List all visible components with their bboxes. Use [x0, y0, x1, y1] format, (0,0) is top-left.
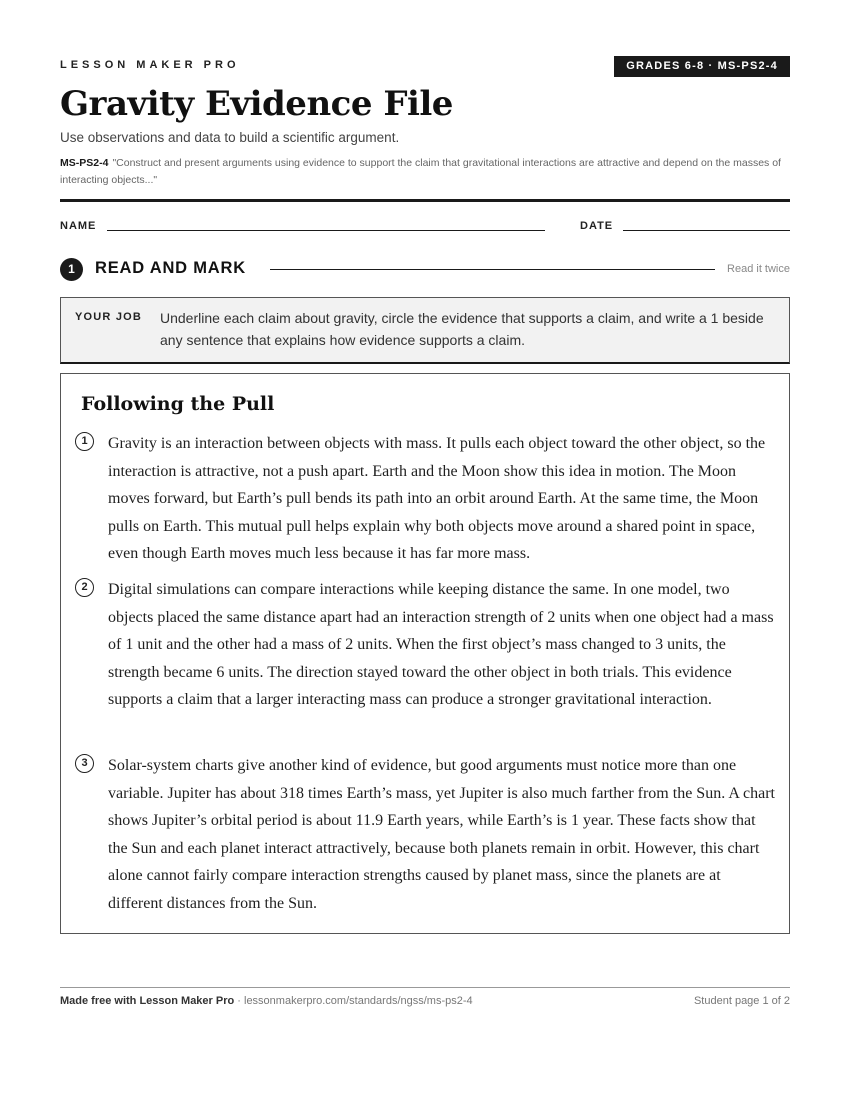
header-divider: [60, 199, 790, 202]
date-label: DATE: [580, 220, 614, 232]
date-field[interactable]: [623, 230, 790, 231]
section-rule: [270, 269, 715, 270]
standard-text: "Construct and present arguments using evidence to support the claim that gravitational interactions are attractive and depend on the masses of interacting objects...": [60, 157, 781, 186]
page-footer: [60, 995, 790, 1007]
instructions-box: [60, 297, 790, 364]
section-number-badge: 1: [60, 258, 83, 281]
name-label: NAME: [60, 220, 97, 232]
paragraph-number: 2: [75, 578, 94, 597]
paragraph-number: 3: [75, 754, 94, 773]
reading-passage: [60, 373, 790, 934]
grade-badge: GRADES 6-8 · MS-PS2-4: [614, 56, 790, 77]
passage-title: Following the Pull: [81, 393, 275, 415]
name-date-row: [60, 220, 790, 234]
footer-url: · lessonmakerpro.com/standards/ngss/ms-ps2-4: [234, 995, 473, 1007]
page-title: Gravity Evidence File: [60, 84, 453, 124]
section-note: Read it twice: [727, 263, 790, 275]
section-header: [60, 258, 790, 282]
brand-name: LESSON MAKER PRO: [60, 59, 240, 71]
paragraph-text: Digital simulations can compare interactions while keeping distance the same. In one model, two objects placed the same distance apart had an interaction strength of 2 units when one object had a mass of 1 unit and the other had a mass of 2 units. When the first object’s mass changed to 3 units, the strength became 6 units. The direction stayed toward the other object in both trials. This evidence supports a claim that a larger interacting mass can produce a stronger gravitational interaction.: [108, 581, 774, 709]
section-title: READ AND MARK: [95, 259, 246, 277]
standard-statement: [60, 155, 790, 189]
page-number: Student page 1 of 2: [693, 995, 790, 1007]
footer-credit: Made free with Lesson Maker Pro: [60, 995, 235, 1007]
instructions-label: YOUR JOB: [75, 311, 143, 323]
footer-divider: [60, 987, 790, 988]
paragraph-number: 1: [75, 432, 94, 451]
paragraph-text: Solar-system charts give another kind of evidence, but good arguments must notice more than one variable. Jupiter has about 318 times Earth’s mass, yet Jupiter is also much farther from the Sun. A chart shows Jupiter’s orbital period is about 11.9 Earth years, while Earth’s is 1 year. These facts show that the Sun and each planet interact attractively, because both planets remain in orbit. However, this chart alone cannot fairly compare interaction strengths caused by planet mass, since the planets are at different distances from the Sun.: [108, 757, 775, 912]
page-subtitle: Use observations and data to build a scientific argument.: [60, 130, 400, 145]
top-bar: [60, 56, 790, 80]
standard-code: MS-PS2-4: [60, 157, 109, 169]
instructions-text: Underline each claim about gravity, circle the evidence that supports a claim, and write a 1 beside any sentence that explains how evidence supports a claim.: [160, 310, 764, 348]
paragraph-text: Gravity is an interaction between objects with mass. It pulls each object toward the other object, so the interaction is attractive, not a push apart. Earth and the Moon show this idea in motion. The Moon moves forward, but Earth’s pull bends its path into an orbit around Earth. At the same time, the Moon pulls on Earth. This mutual pull helps explain why both objects move around a shared point in space, even though Earth moves much less because it has far more mass.: [108, 435, 766, 563]
name-field[interactable]: [107, 230, 545, 231]
